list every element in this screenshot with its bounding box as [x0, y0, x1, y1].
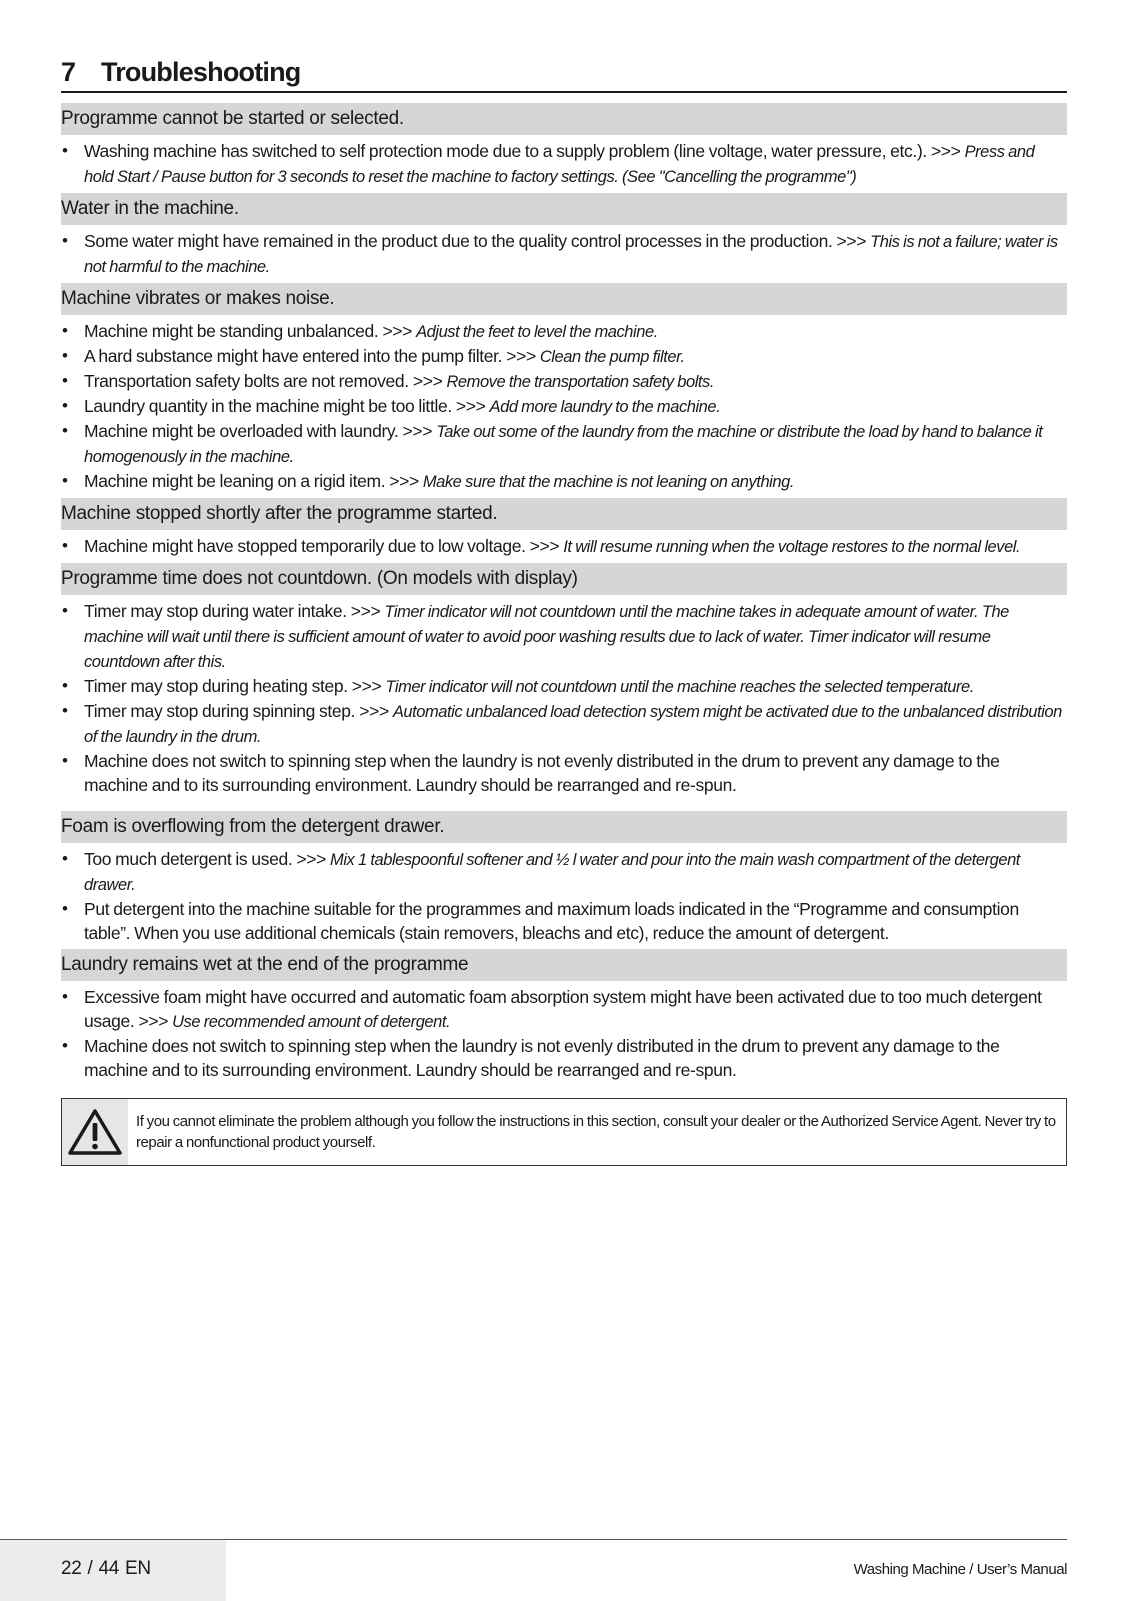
list-item: [61, 674, 1067, 699]
list-item: [61, 599, 1067, 674]
issue-list: [61, 847, 1067, 945]
issue-list: [61, 229, 1067, 279]
issue-remedy: Timer indicator will not countdown until the machine reaches the selected temperature.: [385, 678, 974, 696]
section-header: [61, 103, 1067, 135]
list-item: [61, 419, 1067, 469]
bullet-icon: •: [62, 141, 68, 160]
issue-cause: Machine might have stopped temporarily due to low voltage. >>>: [84, 536, 560, 556]
bullet-icon: •: [62, 751, 68, 770]
list-item: [61, 699, 1067, 749]
chapter-number: 7: [61, 57, 76, 87]
issue-cause: Timer may stop during spinning step. >>>: [84, 701, 389, 721]
list-item: [61, 1034, 1067, 1082]
issue-remedy: Timer indicator will not countdown until the machine takes in adequate amount of water. The machine will wait until there is sufficient amount of water to avoid poor washing results due to lack of water. Timer indicator will resume countdown after this.: [84, 603, 1009, 671]
bullet-icon: •: [62, 371, 68, 390]
bullet-icon: •: [62, 536, 68, 555]
issue-cause: Excessive foam might have occurred and automatic foam absorption system might have been activated due to too much detergent usage. >>>: [84, 987, 1042, 1031]
section-title: Programme cannot be started or selected.: [61, 108, 404, 129]
bullet-icon: •: [62, 701, 68, 720]
bullet-icon: •: [62, 396, 68, 415]
issue-cause: Washing machine has switched to self protection mode due to a supply problem (line voltage, water pressure, etc.). >>>: [84, 141, 961, 161]
section-title: Machine stopped shortly after the programme started.: [61, 503, 498, 524]
bullet-icon: •: [62, 849, 68, 868]
issue-cause: Machine might be standing unbalanced. >>>: [84, 321, 413, 341]
issue-cause: Laundry quantity in the machine might be too little. >>>: [84, 396, 486, 416]
issue-remedy: Make sure that the machine is not leaning on anything.: [422, 473, 794, 491]
list-item: [61, 319, 1067, 344]
issue-cause: Timer may stop during heating step. >>>: [84, 676, 382, 696]
issue-list: [61, 985, 1067, 1082]
list-item: [61, 534, 1067, 559]
warning-text: If you cannot eliminate the problem although you follow the instructions in this section, consult your dealer or the Authorized Service Agent. Never try to repair a nonfunctional product yourself.: [136, 1113, 1056, 1151]
list-item: [61, 847, 1067, 897]
bullet-icon: •: [62, 676, 68, 695]
section-title: Water in the machine.: [61, 198, 239, 219]
issue-cause: Machine does not switch to spinning step when the laundry is not evenly distributed in the drum to prevent any damage to the machine and to its surrounding environment. Laundry should be rearranged and re-spun.: [84, 751, 1000, 795]
issue-remedy: Automatic unbalanced load detection system might be activated due to the unbalanced distribution of the laundry in the drum.: [84, 703, 1062, 746]
section-title: Machine vibrates or makes noise.: [61, 288, 335, 309]
issue-cause: Machine might be overloaded with laundry. >>>: [84, 421, 433, 441]
bullet-icon: •: [62, 471, 68, 490]
section-title: Programme time does not countdown. (On models with display): [61, 568, 578, 589]
list-item: [61, 344, 1067, 369]
issue-remedy: Clean the pump filter.: [539, 348, 685, 366]
list-item: [61, 749, 1067, 797]
bullet-icon: •: [62, 987, 68, 1006]
issue-cause: Transportation safety bolts are not removed. >>>: [84, 371, 443, 391]
warning-triangle-icon: [67, 1108, 123, 1156]
issue-remedy: Press and hold Start / Pause button for 3 seconds to reset the machine to factory settings. (See "Cancelling the programme"): [84, 143, 1035, 186]
issue-cause: Machine might be leaning on a rigid item. >>>: [84, 471, 419, 491]
chapter-heading: [61, 55, 1067, 93]
section-spacer: [61, 801, 1067, 811]
issue-remedy: Add more laundry to the machine.: [489, 398, 721, 416]
list-item: [61, 394, 1067, 419]
issue-list: [61, 534, 1067, 559]
issue-remedy: It will resume running when the voltage restores to the normal level.: [563, 538, 1021, 556]
issue-cause: A hard substance might have entered into the pump filter. >>>: [84, 346, 536, 366]
troubleshooting-page: [61, 55, 1067, 1166]
bullet-icon: •: [62, 421, 68, 440]
section-header: [61, 563, 1067, 595]
bullet-icon: •: [62, 231, 68, 250]
warning-icon-panel: [62, 1099, 128, 1165]
issue-list: [61, 139, 1067, 189]
section-title: Foam is overflowing from the detergent drawer.: [61, 816, 445, 837]
issue-cause: Machine does not switch to spinning step when the laundry is not evenly distributed in the drum to prevent any damage to the machine and to its surrounding environment. Laundry should be rearranged and re-spun.: [84, 1036, 1000, 1080]
issue-cause: Timer may stop during water intake. >>>: [84, 601, 381, 621]
section-header: [61, 949, 1067, 981]
issue-list: [61, 319, 1067, 494]
troubleshooting-sections: [61, 103, 1067, 1082]
issue-remedy: Take out some of the laundry from the machine or distribute the load by hand to balance it homogenously in the machine.: [84, 423, 1043, 466]
issue-list: [61, 599, 1067, 797]
list-item: [61, 469, 1067, 494]
bullet-icon: •: [62, 601, 68, 620]
bullet-icon: •: [62, 1036, 68, 1055]
section-title: Laundry remains wet at the end of the programme: [61, 954, 469, 975]
list-item: [61, 369, 1067, 394]
issue-remedy: Adjust the feet to level the machine.: [416, 323, 658, 341]
issue-cause: Put detergent into the machine suitable for the programmes and maximum loads indicated in the “Programme and consumption table”. When you use additional chemicals (stain removers, bleachs and etc), reduce the amount of detergent.: [84, 899, 1019, 943]
issue-remedy: Mix 1 tablespoonful softener and ½ l water and pour into the main wash compartment of the detergent drawer.: [84, 851, 1020, 894]
section-header: [61, 193, 1067, 225]
page-number: 22 / 44 EN: [61, 1558, 151, 1579]
bullet-icon: •: [62, 321, 68, 340]
list-item: [61, 897, 1067, 945]
warning-box: [61, 1098, 1067, 1166]
issue-remedy: Use recommended amount of detergent.: [172, 1013, 451, 1031]
issue-remedy: Remove the transportation safety bolts.: [446, 373, 714, 391]
list-item: [61, 985, 1067, 1034]
section-header: [61, 811, 1067, 843]
issue-cause: Some water might have remained in the product due to the quality control processes in the production. >>>: [84, 231, 867, 251]
bullet-icon: •: [62, 346, 68, 365]
bullet-icon: •: [62, 899, 68, 918]
document-title: Washing Machine / User’s Manual: [853, 1561, 1067, 1578]
section-header: [61, 283, 1067, 315]
chapter-title: Troubleshooting: [101, 57, 301, 87]
list-item: [61, 139, 1067, 189]
issue-cause: Too much detergent is used. >>>: [84, 849, 327, 869]
issue-remedy: This is not a failure; water is not harmful to the machine.: [84, 233, 1058, 276]
list-item: [61, 229, 1067, 279]
section-header: [61, 498, 1067, 530]
